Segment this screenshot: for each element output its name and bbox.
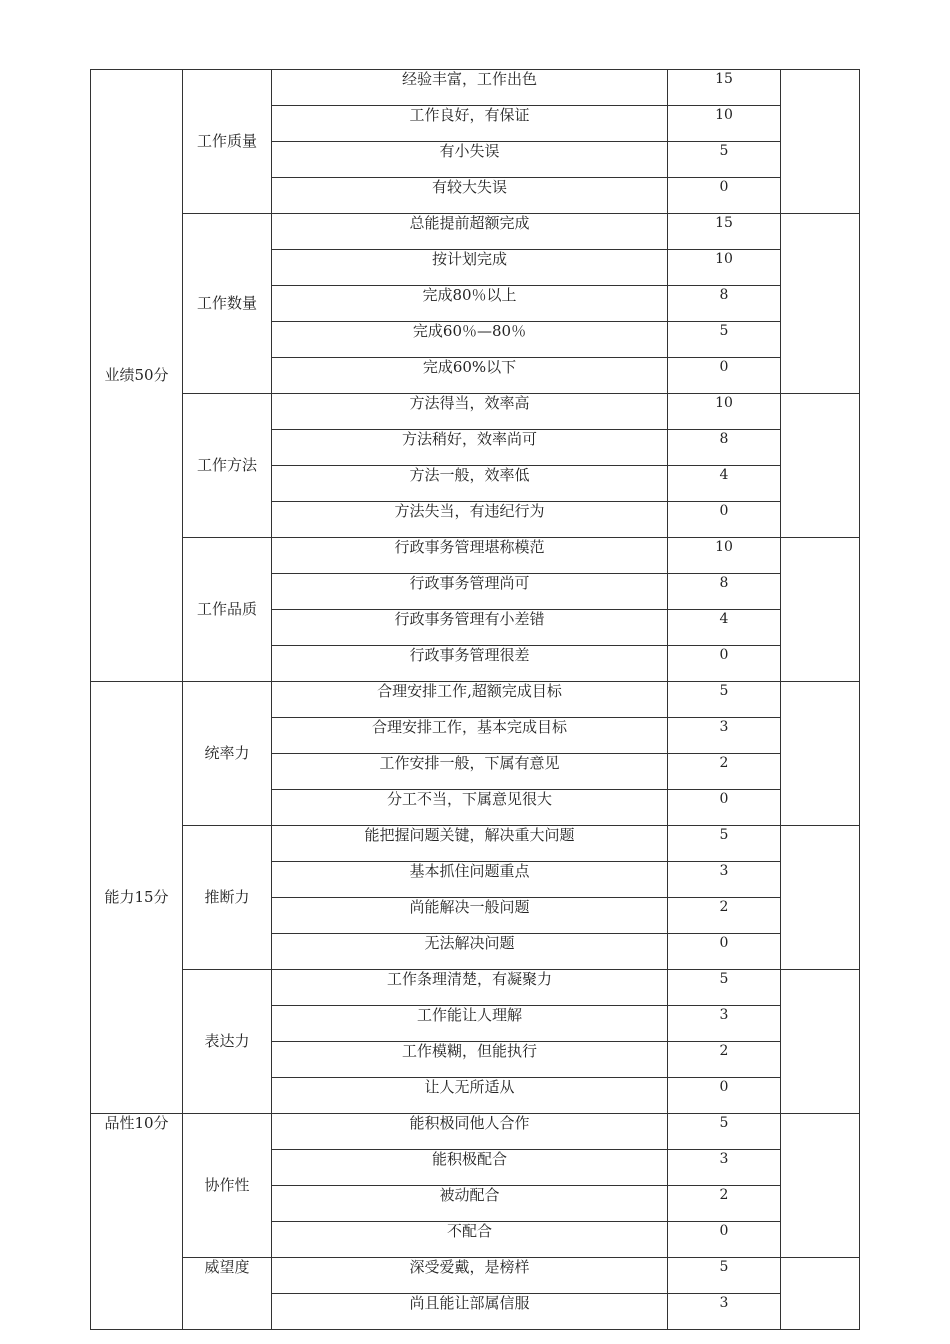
criterion-score: 5 (668, 322, 781, 358)
criterion-score: 2 (668, 1042, 781, 1078)
criterion-description: 有较大失误 (272, 178, 668, 214)
table-row (91, 214, 860, 250)
criterion-score: 0 (668, 1078, 781, 1114)
criterion-description: 能把握问题关键，解决重大问题 (272, 826, 668, 862)
table-row (91, 394, 860, 430)
category-performance: 业绩50分 (91, 70, 183, 682)
criterion-score: 0 (668, 502, 781, 538)
criterion-description: 行政事务管理堪称模范 (272, 538, 668, 574)
criterion-score: 10 (668, 250, 781, 286)
criterion-description: 工作能让人理解 (272, 1006, 668, 1042)
rating-cell[interactable] (781, 826, 860, 970)
criterion-score: 0 (668, 1222, 781, 1258)
criterion-description: 方法失当，有违纪行为 (272, 502, 668, 538)
criterion-score: 10 (668, 106, 781, 142)
criterion-description: 按计划完成 (272, 250, 668, 286)
evaluation-table (90, 69, 860, 1330)
criterion-description: 完成60％—80％ (272, 322, 668, 358)
rating-cell[interactable] (781, 1258, 860, 1330)
criterion-description: 能积极配合 (272, 1150, 668, 1186)
table-row (91, 538, 860, 574)
criterion-score: 5 (668, 682, 781, 718)
table-row (91, 70, 860, 106)
subcategory-work-method: 工作方法 (183, 394, 272, 538)
criterion-score: 0 (668, 646, 781, 682)
criterion-score: 5 (668, 970, 781, 1006)
criterion-description: 工作良好，有保证 (272, 106, 668, 142)
criterion-score: 3 (668, 1006, 781, 1042)
criterion-description: 深受爱戴，是榜样 (272, 1258, 668, 1294)
evaluation-sheet (90, 69, 860, 1330)
rating-cell[interactable] (781, 1114, 860, 1258)
criterion-description: 行政事务管理很差 (272, 646, 668, 682)
subcategory-work-quantity: 工作数量 (183, 214, 272, 394)
criterion-score: 8 (668, 286, 781, 322)
criterion-description: 不配合 (272, 1222, 668, 1258)
criterion-description: 被动配合 (272, 1186, 668, 1222)
criterion-score: 3 (668, 1150, 781, 1186)
criterion-score: 5 (668, 1258, 781, 1294)
criterion-description: 完成80％以上 (272, 286, 668, 322)
criterion-description: 工作安排一般，下属有意见 (272, 754, 668, 790)
criterion-description: 工作条理清楚，有凝聚力 (272, 970, 668, 1006)
rating-cell[interactable] (781, 214, 860, 394)
category-character: 品性10分 (91, 1114, 183, 1330)
criterion-description: 合理安排工作,超额完成目标 (272, 682, 668, 718)
subcategory-work-quality: 工作质量 (183, 70, 272, 214)
rating-cell[interactable] (781, 682, 860, 826)
criterion-score: 10 (668, 538, 781, 574)
criterion-score: 0 (668, 358, 781, 394)
criterion-score: 0 (668, 790, 781, 826)
criterion-description: 行政事务管理有小差错 (272, 610, 668, 646)
criterion-score: 4 (668, 466, 781, 502)
criterion-description: 方法得当，效率高 (272, 394, 668, 430)
criterion-score: 3 (668, 1294, 781, 1330)
criterion-description: 有小失误 (272, 142, 668, 178)
criterion-score: 15 (668, 70, 781, 106)
table-row (91, 1114, 860, 1150)
criterion-score: 5 (668, 826, 781, 862)
criterion-score: 2 (668, 1186, 781, 1222)
criterion-description: 工作模糊，但能执行 (272, 1042, 668, 1078)
criterion-score: 0 (668, 934, 781, 970)
criterion-score: 8 (668, 430, 781, 466)
criterion-description: 总能提前超额完成 (272, 214, 668, 250)
subcategory-work-character: 工作品质 (183, 538, 272, 682)
criterion-description: 基本抓住问题重点 (272, 862, 668, 898)
criterion-description: 让人无所适从 (272, 1078, 668, 1114)
rating-cell[interactable] (781, 70, 860, 214)
criterion-score: 2 (668, 898, 781, 934)
subcategory-judgment: 推断力 (183, 826, 272, 970)
criterion-score: 10 (668, 394, 781, 430)
table-row (91, 970, 860, 1006)
criterion-description: 完成60%以下 (272, 358, 668, 394)
subcategory-leadership: 统率力 (183, 682, 272, 826)
criterion-description: 分工不当，下属意见很大 (272, 790, 668, 826)
criterion-score: 5 (668, 142, 781, 178)
subcategory-cooperation: 协作性 (183, 1114, 272, 1258)
criterion-score: 8 (668, 574, 781, 610)
criterion-description: 方法稍好，效率尚可 (272, 430, 668, 466)
category-ability: 能力15分 (91, 682, 183, 1114)
criterion-score: 15 (668, 214, 781, 250)
table-row (91, 826, 860, 862)
criterion-description: 行政事务管理尚可 (272, 574, 668, 610)
criterion-score: 5 (668, 1114, 781, 1150)
criterion-description: 尚且能让部属信服 (272, 1294, 668, 1330)
subcategory-expression: 表达力 (183, 970, 272, 1114)
criterion-score: 4 (668, 610, 781, 646)
criterion-description: 合理安排工作，基本完成目标 (272, 718, 668, 754)
criterion-description: 能积极同他人合作 (272, 1114, 668, 1150)
criterion-description: 尚能解决一般问题 (272, 898, 668, 934)
criterion-description: 方法一般，效率低 (272, 466, 668, 502)
table-row (91, 1258, 860, 1294)
criterion-score: 2 (668, 754, 781, 790)
criterion-description: 无法解决问题 (272, 934, 668, 970)
rating-cell[interactable] (781, 538, 860, 682)
rating-cell[interactable] (781, 970, 860, 1114)
rating-cell[interactable] (781, 394, 860, 538)
criterion-score: 0 (668, 178, 781, 214)
criterion-score: 3 (668, 718, 781, 754)
table-row (91, 682, 860, 718)
criterion-score: 3 (668, 862, 781, 898)
criterion-description: 经验丰富，工作出色 (272, 70, 668, 106)
subcategory-prestige: 威望度 (183, 1258, 272, 1330)
